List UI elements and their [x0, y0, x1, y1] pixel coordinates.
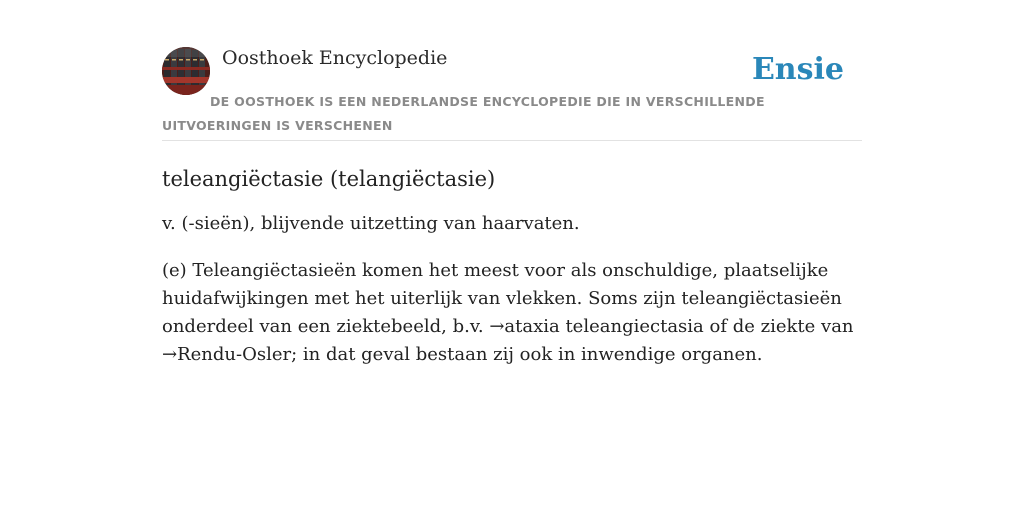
- body-text-3: ; in dat geval bestaan zij ook in inwendige organen.: [291, 344, 763, 365]
- entry-content: [162, 160, 862, 369]
- site-name[interactable]: Oosthoek Encyclopedie: [222, 47, 448, 69]
- books-icon: [162, 47, 210, 95]
- link-ataxia-teleangiectasia[interactable]: →ataxia teleangiectasia: [489, 316, 704, 337]
- encyclopedia-books-avatar[interactable]: [162, 47, 210, 95]
- body-text-2: of de ziekte van: [703, 316, 854, 337]
- ensie-logo-link[interactable]: Ensie: [751, 52, 844, 87]
- site-tagline: DE OOSTHOEK IS EEN NEDERLANDSE ENCYCLOPEDIE DIE IN VERSCHILLENDE UITVOERINGEN IS VERSCHENEN: [162, 94, 765, 133]
- site-header: [162, 46, 862, 141]
- link-rendu-osler[interactable]: →Rendu-Osler: [162, 344, 292, 365]
- entry-definition: v. (-sieën), blijvende uitzetting van haarvaten.: [162, 213, 580, 234]
- entry-body: [162, 257, 862, 369]
- body-text-1: (e) Teleangiëctasieën komen het meest voor als onschuldige, plaatselijke huidafwijkingen met het uiterlijk van vlekken. Soms zijn teleangiëctasieën onderdeel van een ziektebeeld, b.v.: [162, 260, 842, 337]
- entry-title: teleangiëctasie (telangiëctasie): [162, 167, 496, 191]
